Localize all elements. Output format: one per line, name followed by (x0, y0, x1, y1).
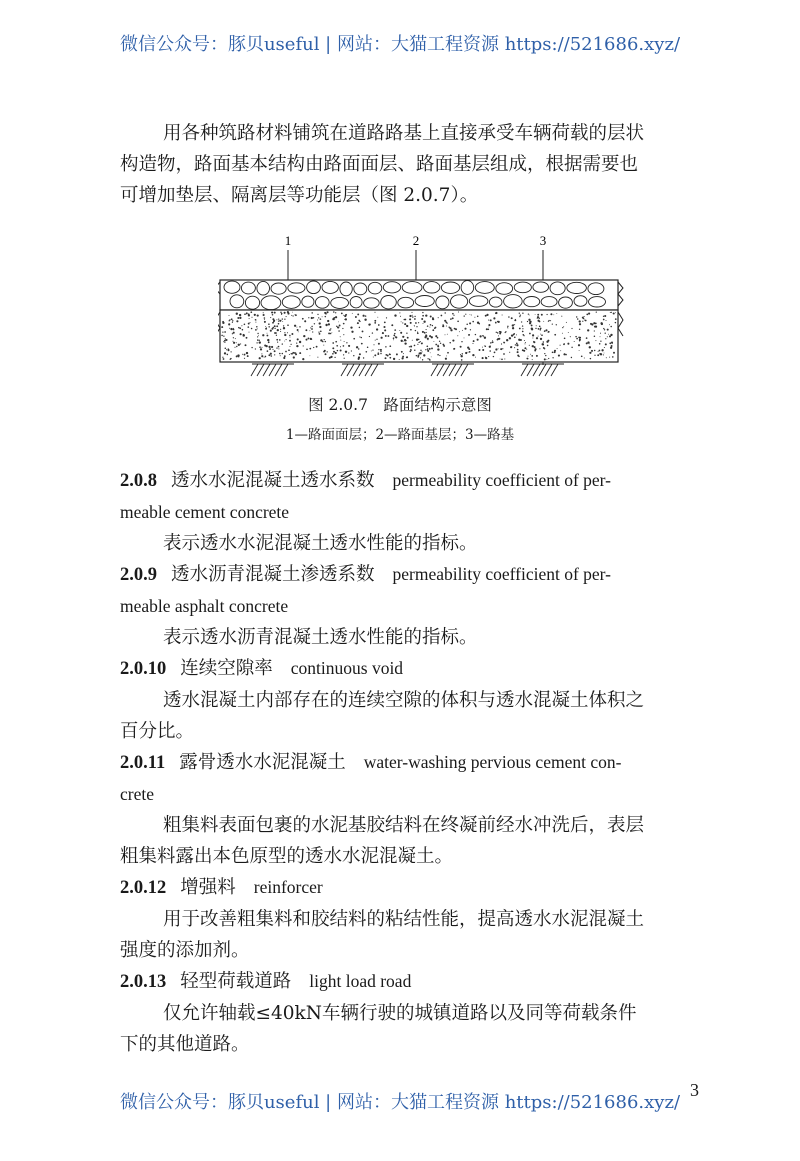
term-entry (120, 559, 720, 653)
entry-definition: 表示透水沥青混凝土透水性能的指标。 (163, 627, 478, 648)
entry-number: 2.0.10 (120, 659, 167, 679)
entry-term: 增强料 (180, 877, 236, 898)
entry-number: 2.0.11 (120, 753, 166, 773)
figure-caption: 图 2.0.7 路面结构示意图 (308, 396, 492, 414)
intro-paragraph (120, 118, 720, 211)
watermark-top: 微信公众号：豚贝useful | 网站：大猫工程资源 https://521686.xyz/ (119, 34, 681, 55)
entry-definition: 用于改善粗集料和胶结料的粘结性能，提高透水水泥混凝土 (163, 909, 645, 930)
entry-term: 透水沥青混凝土渗透系数 (171, 564, 375, 585)
watermark-bottom: 微信公众号：豚贝useful | 网站：大猫工程资源 https://521686.xyz/ (119, 1092, 681, 1113)
entry-term: 透水水泥混凝土透水系数 (171, 470, 375, 491)
marker-3: 3 (539, 233, 547, 248)
entry-definition: 透水混凝土内部存在的连续空隙的体积与透水混凝土体积之 (163, 690, 645, 711)
entry-english: reinforcer (253, 877, 323, 897)
entry-number: 2.0.13 (120, 972, 167, 992)
entry-english: permeability coefficient of per- (392, 564, 611, 584)
term-entry (120, 653, 720, 747)
intro-line: 构造物，路面基本结构由路面面层、路面基层组成，根据需要也 (120, 154, 639, 175)
entry-definition-cont: 下的其他道路。 (120, 1034, 250, 1055)
entry-definition: 仅允许轴载≤40kN车辆行驶的城镇道路以及同等荷载条件 (163, 1003, 637, 1024)
term-entry (120, 465, 720, 559)
term-entries (120, 465, 720, 1060)
pavement-structure-figure (218, 230, 628, 380)
entry-number: 2.0.8 (120, 471, 157, 491)
entry-term: 露骨透水水泥混凝土 (179, 752, 346, 773)
term-entry (120, 966, 720, 1060)
entry-number: 2.0.12 (120, 878, 167, 898)
entry-term: 轻型荷载道路 (180, 971, 292, 992)
marker-1: 1 (284, 233, 292, 248)
entry-definition-cont: 强度的添加剂。 (120, 940, 250, 961)
entry-definition-cont: 百分比。 (120, 721, 195, 742)
entry-english: water-washing pervious cement con- (363, 752, 622, 772)
intro-line: 用各种筑路材料铺筑在道路路基上直接承受车辆荷载的层状 (163, 123, 645, 144)
entry-english-cont: crete (120, 784, 154, 804)
entry-term: 连续空隙率 (180, 658, 273, 679)
intro-line: 可增加垫层、隔离层等功能层（图 2.0.7）。 (120, 185, 479, 206)
marker-2: 2 (412, 233, 420, 248)
entry-definition: 表示透水水泥混凝土透水性能的指标。 (163, 533, 478, 554)
subgrade-hatch (251, 364, 564, 376)
entry-english-cont: meable asphalt concrete (120, 596, 289, 616)
entry-english: permeability coefficient of per- (392, 470, 611, 490)
term-entry (120, 872, 720, 966)
figure-legend: 1—路面面层；2—路面基层；3—路基 (285, 427, 515, 443)
entry-definition: 粗集料表面包裹的水泥基胶结料在终凝前经水冲洗后，表层 (163, 815, 645, 836)
pavement-diagram (218, 230, 628, 380)
entry-english: light load road (309, 971, 412, 991)
entry-english: continuous void (290, 658, 404, 678)
entry-definition-cont: 粗集料露出本色原型的透水水泥混凝土。 (120, 846, 454, 867)
entry-english-cont: meable cement concrete (120, 502, 290, 522)
entry-number: 2.0.9 (120, 565, 157, 585)
page-number: 3 (690, 1080, 699, 1100)
term-entry (120, 747, 720, 872)
